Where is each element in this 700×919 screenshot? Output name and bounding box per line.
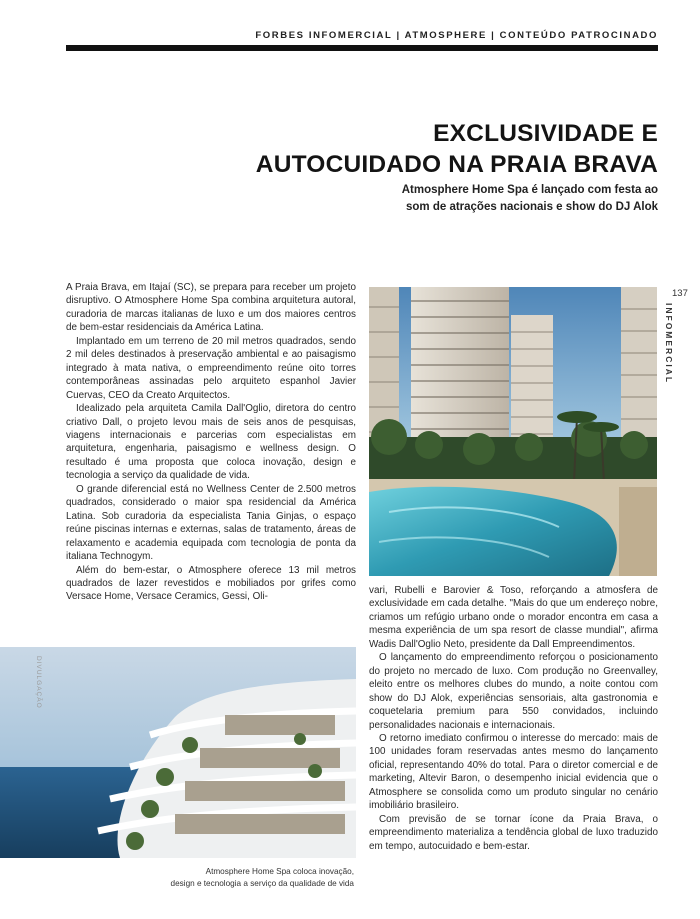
subtitle-line-2: som de atrações nacionais e show do DJ Alok xyxy=(405,201,658,213)
caption-line-1: Atmosphere Home Spa coloca inovação, xyxy=(205,867,354,876)
section-label: INFOMERCIAL xyxy=(664,303,674,385)
paragraph: Idealizado pela arquiteta Camila Dall'Oglio, diretora do centro criativo Dall, o projeto levou mais de seis anos de pesquisas, viagens internacionais e parcerias com especialistas em arquitetura, engenharia, paisagismo e wellness design. O resultado é uma proposta que coloca inovação, design e tecnologia a serviço da qualidade de vida. xyxy=(66,403,356,482)
caption-line-2: design e tecnologia a serviço da qualidade de vida xyxy=(170,879,354,888)
photo-credit: DIVULGAÇÃO xyxy=(35,656,42,709)
title-line-2: AUTOCUIDADO NA PRAIA BRAVA xyxy=(255,151,658,178)
header-rule xyxy=(66,45,658,51)
paragraph: Com previsão de se tornar ícone da Praia Brava, o empreendimento materializa a tendência global de luxo traduzido em tempo, autocuidado e bem-estar. xyxy=(369,813,658,852)
paragraph: O retorno imediato confirmou o interesse do mercado: mais de 100 unidades foram reservadas antes mesmo do lançamento oficial, representando 40% do total. Para o diretor comercial e de marketing, Altevir Baron, o desempenho inicial evidencia que o Atmosphere se consolida como um produto singular no cenário imobiliário brasileiro. xyxy=(369,732,658,812)
paragraph: O lançamento do empreendimento reforçou o posicionamento do projeto no mercado de luxo. Com produção no Greenvalley, eleito entre os melhores clubes do mundo, a noite contou com show do DJ Alok, experiências sensoriais, alta gastronomia e coquetelaria premium para 550 convidados, incluindo personalidades nacionais e internacionais. xyxy=(369,652,658,731)
left-column xyxy=(66,281,356,604)
right-column xyxy=(369,584,658,853)
pool-towers-photo xyxy=(369,287,657,576)
article-subtitle xyxy=(360,182,658,216)
header-kicker: FORBES INFOMERCIAL | ATMOSPHERE | CONTEÚDO PATROCINADO xyxy=(255,30,658,41)
photo-caption xyxy=(150,866,354,890)
title-line-1: EXCLUSIVIDADE E xyxy=(433,120,658,147)
article-title xyxy=(200,118,658,180)
paragraph: Implantado em um terreno de 20 mil metros quadrados, sendo 2 mil deles destinados à preservação ambiental e ao paisagismo integrado à mata nativa, o empreendimento reúne oito torres contemporâneas assinadas pelo arquiteto espanhol Javier Cuervas, CEO da Creato Arquitectos. xyxy=(66,335,356,401)
paragraph: O grande diferencial está no Wellness Center de 2.500 metros quadrados, considerado o maior spa residencial da América Latina. Sob curadoria da especialista Tania Ginjas, o espaço reúne piscinas internas e externas, salas de tratamento, áreas de relaxamento e academia equipada com tecnologia de ponta da italiana Technogym. xyxy=(66,483,356,563)
paragraph: A Praia Brava, em Itajaí (SC), se prepara para receber um projeto disruptivo. O Atmosphere Home Spa combina arquitetura autoral, curadoria de marcas italianas de luxo e um dos maiores centros de bem-estar residenciais da América Latina. xyxy=(66,282,356,334)
seaview-building-photo xyxy=(0,647,356,858)
page-number: 137 xyxy=(672,288,688,299)
paragraph: vari, Rubelli e Barovier & Toso, reforçando a atmosfera de exclusividade em cada detalhe. "Mais do que um endereço nobre, criamos um refúgio urbano onde o morador encontra em casa a mesma experiência de um spa resort de classe mundial", afirma Wadis Dall'Oglio Neto, presidente da Dall Empreendimentos. xyxy=(369,585,658,650)
paragraph: Além do bem-estar, o Atmosphere oferece 13 mil metros quadrados de lazer revestidos e mobiliados por grifes como Versace Home, Versace Ceramics, Gessi, Oli- xyxy=(66,564,356,603)
subtitle-line-1: Atmosphere Home Spa é lançado com festa ao xyxy=(401,184,658,196)
